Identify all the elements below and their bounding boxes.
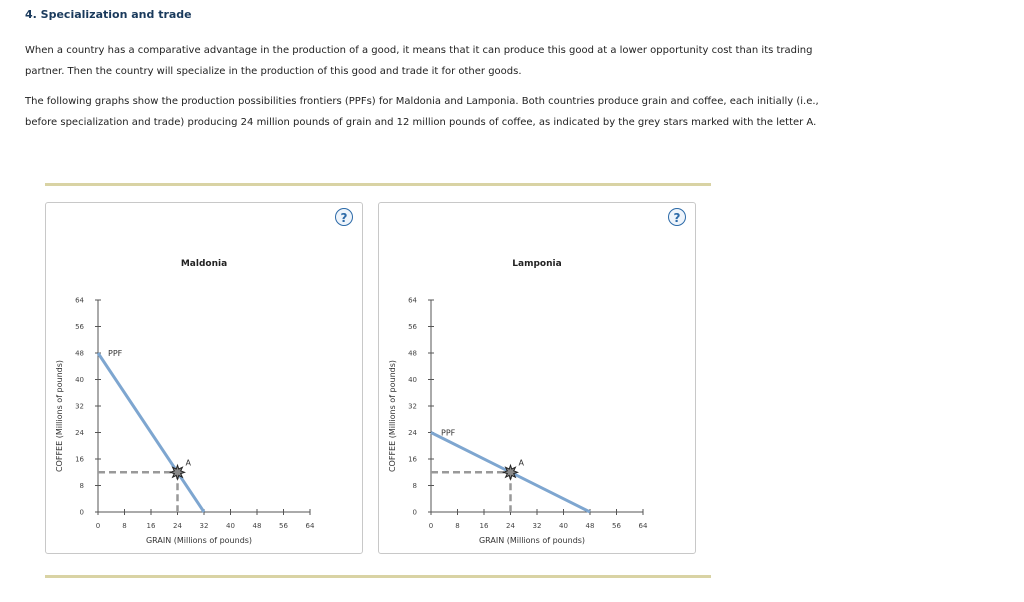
chart-title: Lamponia (512, 259, 562, 269)
x-tick-label: 64 (638, 522, 648, 530)
point-a-star-icon (504, 465, 518, 479)
maldonia-chart (46, 203, 362, 553)
y-tick-label: 64 (408, 296, 417, 305)
x-tick-label: 40 (559, 522, 568, 530)
x-tick-label: 32 (199, 522, 209, 530)
y-tick-label: 8 (79, 482, 84, 490)
y-tick-label: 40 (408, 376, 417, 384)
x-tick-label: 8 (122, 522, 127, 530)
x-tick-label: 8 (455, 522, 460, 530)
y-tick-label: 16 (408, 455, 417, 464)
x-axis-label: GRAIN (Millions of pounds) (478, 536, 586, 545)
x-tick-label: 64 (305, 522, 315, 530)
ppf-label: PPF (441, 428, 456, 438)
x-tick-label: 16 (146, 522, 156, 530)
y-tick-label: 24 (408, 429, 417, 437)
x-tick-label: 16 (479, 522, 489, 530)
intro-paragraph: When a country has a comparative advantage in the production of a good, it means that it can produce this good at a lower opportunity cost than its trading partner. Then the country will specialize in the production of this good and trade it for other goods. (25, 45, 813, 77)
y-tick-label: 16 (75, 455, 84, 464)
section-heading: 4. Specialization and trade (25, 8, 192, 21)
y-tick-label: 48 (408, 349, 417, 358)
y-tick-label: 56 (408, 323, 417, 331)
point-a-label: A (518, 458, 524, 468)
x-tick-label: 24 (173, 522, 182, 530)
y-tick-label: 64 (75, 296, 84, 305)
description-paragraph: The following graphs show the production possibilities frontiers (PPFs) for Maldonia and Lamponia. Both countries produce grain and coffee, each initially (i.e., before specialization and trade) producing 24 million pounds of grain and 12 million pounds of coffee, as indicated by the grey stars marked with the letter A. (25, 96, 819, 128)
x-tick-label: 56 (612, 522, 621, 530)
maldonia-graph-panel (45, 202, 363, 554)
y-tick-label: 0 (79, 508, 84, 517)
x-tick-label: 0 (428, 522, 434, 530)
y-tick-label: 32 (75, 402, 84, 411)
x-tick-label: 48 (585, 522, 595, 530)
lamponia-chart (379, 203, 695, 553)
y-tick-label: 32 (408, 402, 417, 411)
y-axis-label: COFFEE (Millions of pounds) (55, 359, 64, 473)
x-tick-label: 24 (506, 522, 515, 530)
x-tick-label: 48 (252, 522, 262, 530)
y-tick-label: 24 (75, 429, 84, 437)
x-tick-label: 40 (226, 522, 235, 530)
ppf-line (98, 353, 204, 512)
y-tick-label: 0 (412, 508, 417, 517)
top-divider (45, 183, 711, 186)
y-tick-label: 8 (412, 482, 417, 490)
x-tick-label: 56 (279, 522, 288, 530)
y-tick-label: 40 (75, 376, 84, 384)
x-tick-label: 32 (532, 522, 542, 530)
x-tick-label: 0 (95, 522, 101, 530)
y-tick-label: 56 (75, 323, 84, 331)
x-axis-label: GRAIN (Millions of pounds) (145, 536, 253, 545)
point-a-star-icon (171, 465, 185, 479)
y-tick-label: 48 (75, 349, 84, 358)
bottom-divider (45, 575, 711, 578)
lamponia-graph-panel (378, 202, 696, 554)
chart-title: Maldonia (180, 259, 228, 269)
help-icon[interactable]: ? (668, 208, 686, 226)
point-a-label: A (185, 458, 191, 468)
y-axis-label: COFFEE (Millions of pounds) (388, 359, 397, 473)
ppf-label: PPF (108, 349, 123, 358)
help-icon[interactable]: ? (335, 208, 353, 226)
